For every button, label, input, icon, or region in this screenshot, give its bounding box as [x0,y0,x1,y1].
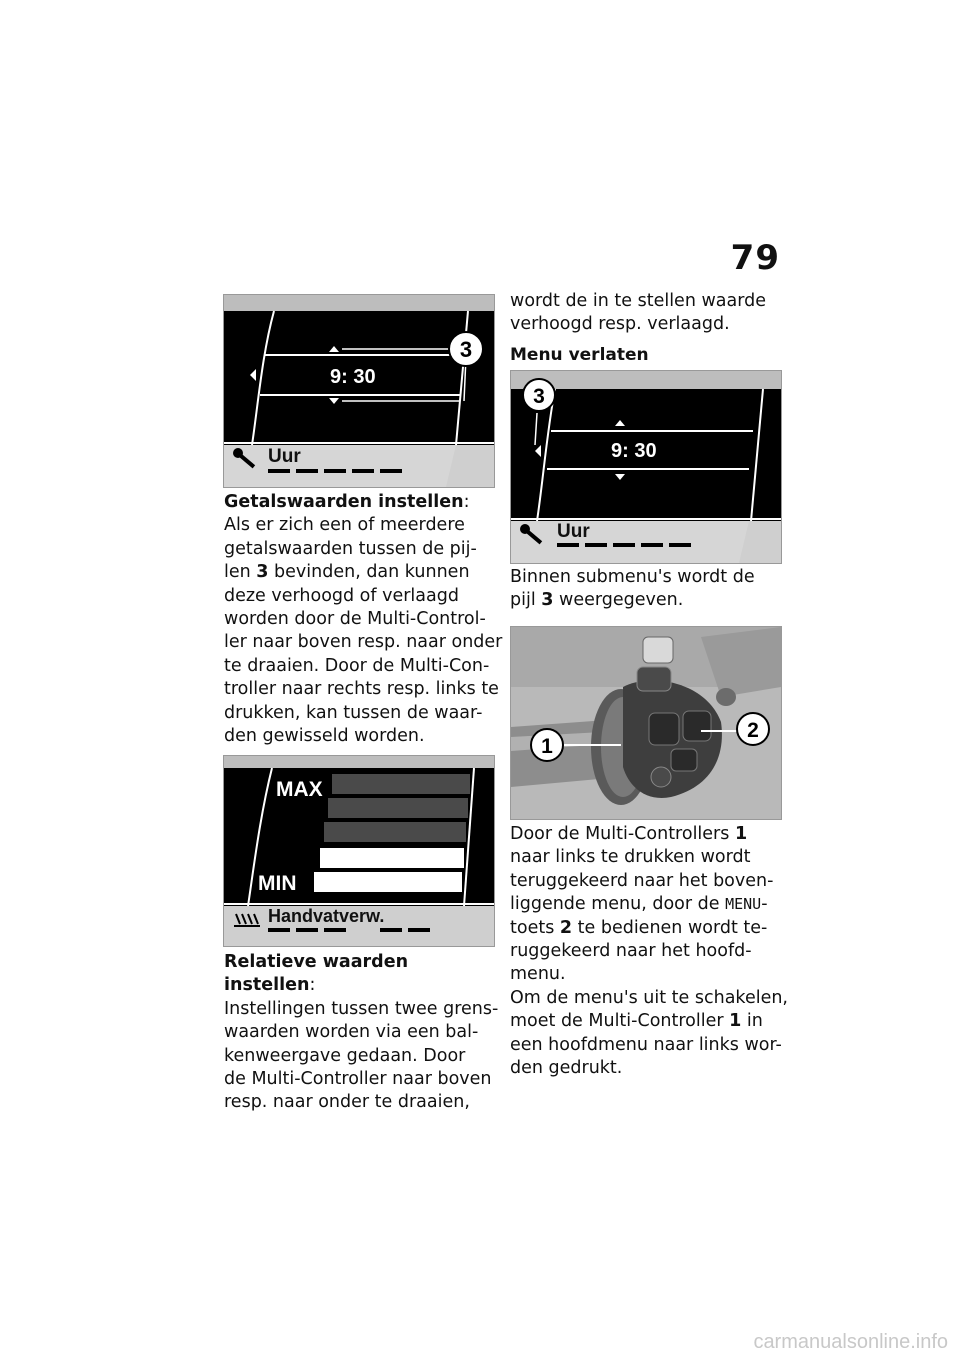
fig2-max: MAX [276,778,323,801]
paragraph-submenu: Binnen submenu's wordt de pijl 3 weergegeven. [510,567,755,611]
figure-handlebar-controls [510,626,782,820]
paragraph-getalswaarden: Getalswaarden instellen: Als er zich een of meerdere getalswaarden tussen de pij- len 3 bevinden, dan kunnen deze verhoogd of verlaagd worden door de Multi-Control- ler naar boven resp. naar onder te draaien. Door de Multi-Con- troller naar rechts resp. links te drukken, kan tussen de waar- den gewisseld worden. [224,492,503,747]
paragraph-menu-verlaten: Door de Multi-Controllers 1 naar links te drukken wordt teruggekeerd naar het boven- liggende menu, door de MENU- toets 2 te bedienen wordt te- ruggekeerd naar het hoofd- menu. Om de menu's uit te schakelen, moet de Multi-Controller 1 in een hoofdmenu naar links wor- den gedrukt. [510,824,788,1079]
paragraph-relatieve-waarden: Relatieve waarden instellen: Instellingen tussen twee grens- waarden worden via een bal- kenweergave gedaan. Door de Multi-Controller naar boven resp. naar onder te draaien, [224,952,499,1113]
figure-numeric-setting [223,294,495,488]
page-number: 79 [730,238,780,278]
fig1-value: 9: 30 [330,366,376,388]
fig3-label: Uur [557,521,590,542]
heading-menu-verlaten: Menu verlaten [510,345,649,365]
fig1-callout: 3 [459,337,473,362]
fig4-callout-1: 1 [541,735,553,758]
fig2-min: MIN [258,872,297,895]
menu-key-label: MENU [725,895,762,914]
paragraph-continuation: wordt de in te stellen waarde verhoogd resp. verlaagd. [510,291,766,335]
figure-submenu-arrow [510,370,782,564]
fig3-callout: 3 [533,385,545,408]
fig4-callout-2: 2 [747,719,759,742]
heading-relatieve-waarden: Relatieve waarden instellen [224,952,409,996]
fig1-label: Uur [268,446,301,467]
fig2-label: Handvatverw. [268,906,385,926]
heading-getalswaarden: Getalswaarden instellen [224,492,464,512]
footer-watermark: carmanualsonline.info [753,1331,948,1353]
figure-bar-setting [223,755,495,947]
fig3-value: 9: 30 [611,440,657,462]
